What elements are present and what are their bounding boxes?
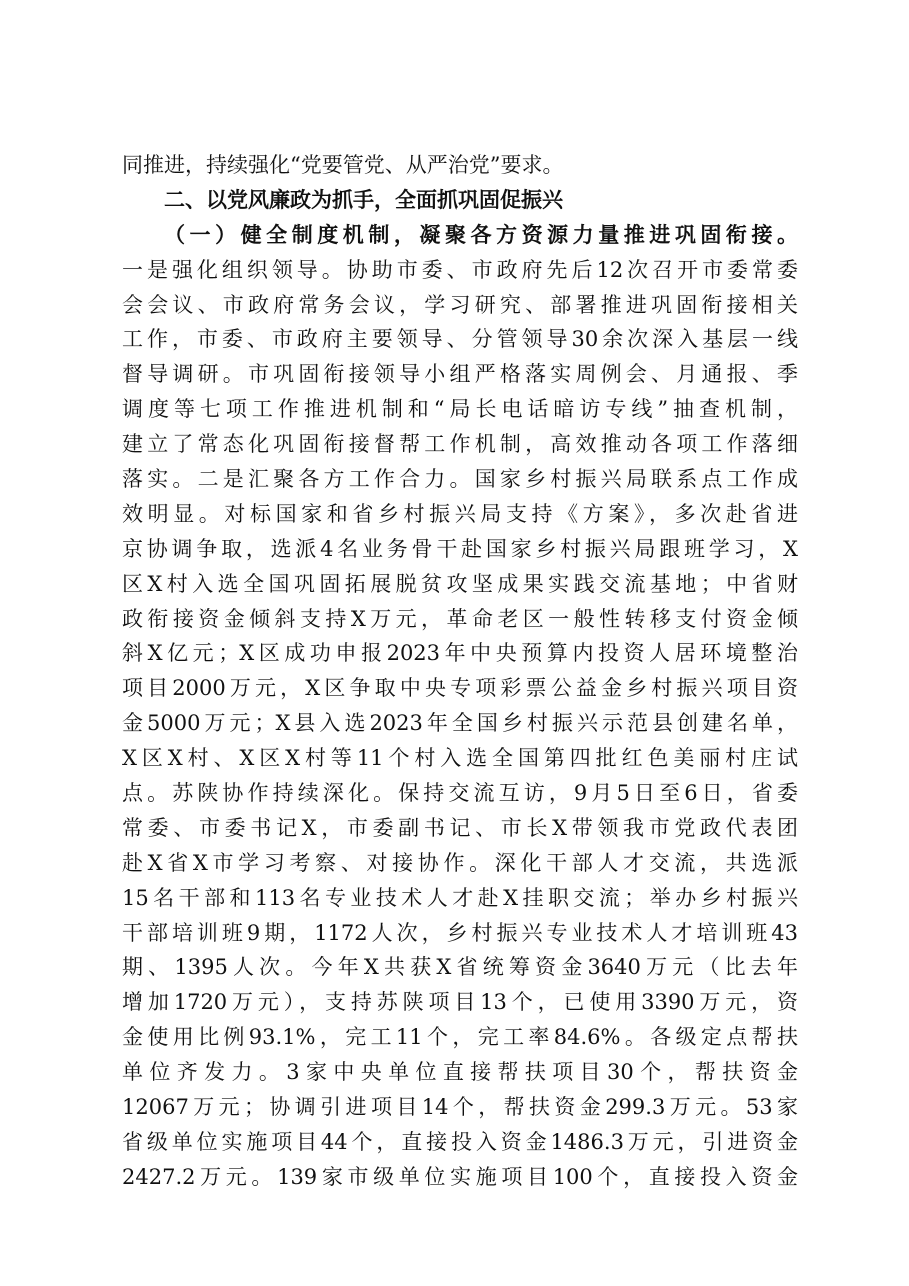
document-body (122, 148, 798, 1195)
paragraph-line: 12067万元；协调引进项目14个，帮扶资金299.3万元。53家 (122, 1095, 798, 1120)
paragraph-line: 一是强化组织领导。协助市委、市政府先后12次召开市委常委 (122, 257, 798, 282)
paragraph-line: 省级单位实施项目44个，直接投入资金1486.3万元，引进资金 (122, 1129, 798, 1154)
paragraph-line: 区X村入选全国巩固拓展脱贫攻坚成果实践交流基地；中省财 (122, 571, 798, 596)
paragraph-line: 斜X亿元；X区成功申报2023年中央预算内投资人居环境整治 (122, 641, 798, 666)
paragraph-line: X区X村、X区X村等11个村入选全国第四批红色美丽村庄试 (122, 746, 798, 771)
paragraph-line: 督导调研。市巩固衔接领导小组严格落实周例会、月通报、季 (122, 362, 798, 387)
section-heading: 二、以党风廉政为抓手，全面抓巩固促振兴 (164, 187, 563, 212)
paragraph-line: 调度等七项工作推进机制和“局长电话暗访专线”抽查机制， (122, 397, 798, 422)
paragraph-line: 增加1720万元），支持苏陕项目13个，已使用3390万元，资 (122, 990, 798, 1015)
paragraph-line: 赴X省X市学习考察、对接协作。深化干部人才交流，共选派 (122, 850, 798, 875)
paragraph-line: 干部培训班9期，1172人次，乡村振兴专业技术人才培训班43 (122, 920, 798, 945)
paragraph-line: 期、1395人次。今年X共获X省统筹资金3640万元（比去年 (122, 955, 798, 980)
paragraph-line: 京协调争取，选派4名业务骨干赴国家乡村振兴局跟班学习，X (122, 536, 798, 561)
paragraph-line: 政衔接资金倾斜支持X万元，革命老区一般性转移支付资金倾 (122, 606, 798, 631)
paragraph-line: 单位齐发力。3家中央单位直接帮扶项目30个，帮扶资金 (122, 1060, 798, 1085)
paragraph-line: 效明显。对标国家和省乡村振兴局支持《方案》，多次赴省进 (122, 501, 798, 526)
paragraph-line: 同推进，持续强化“党要管党、从严治党”要求。 (122, 153, 564, 177)
subsection-heading (122, 218, 798, 253)
paragraph-line: 建立了常态化巩固衔接督帮工作机制，高效推动各项工作落细 (122, 432, 798, 457)
paragraph-line: 金5000万元；X县入选2023年全国乡村振兴示范县创建名单， (122, 711, 798, 736)
paragraph-line: 2427.2万元。139家市级单位实施项目100个，直接投入资金 (122, 1164, 798, 1189)
paragraph-line: 会会议、市政府常务会议，学习研究、部署推进巩固衔接相关 (122, 292, 798, 317)
subsection-title: （一）健全制度机制，凝聚各方资源力量推进巩固衔接。 (164, 221, 798, 247)
paragraph-line: 15名干部和113名专业技术人才赴X挂职交流；举办乡村振兴 (122, 885, 798, 910)
paragraph-line: 常委、市委书记X，市委副书记、市长X带领我市党政代表团 (122, 815, 798, 840)
paragraph-line: 项目2000万元，X区争取中央专项彩票公益金乡村振兴项目资 (122, 676, 798, 701)
paragraph-line: 点。苏陕协作持续深化。保持交流互访，9月5日至6日，省委 (122, 781, 798, 806)
paragraph-line: 工作，市委、市政府主要领导、分管领导30余次深入基层一线 (122, 327, 798, 352)
paragraph-line: 落实。二是汇聚各方工作合力。国家乡村振兴局联系点工作成 (122, 467, 798, 492)
paragraph-line: 金使用比例93.1%，完工11个，完工率84.6%。各级定点帮扶 (122, 1025, 798, 1050)
